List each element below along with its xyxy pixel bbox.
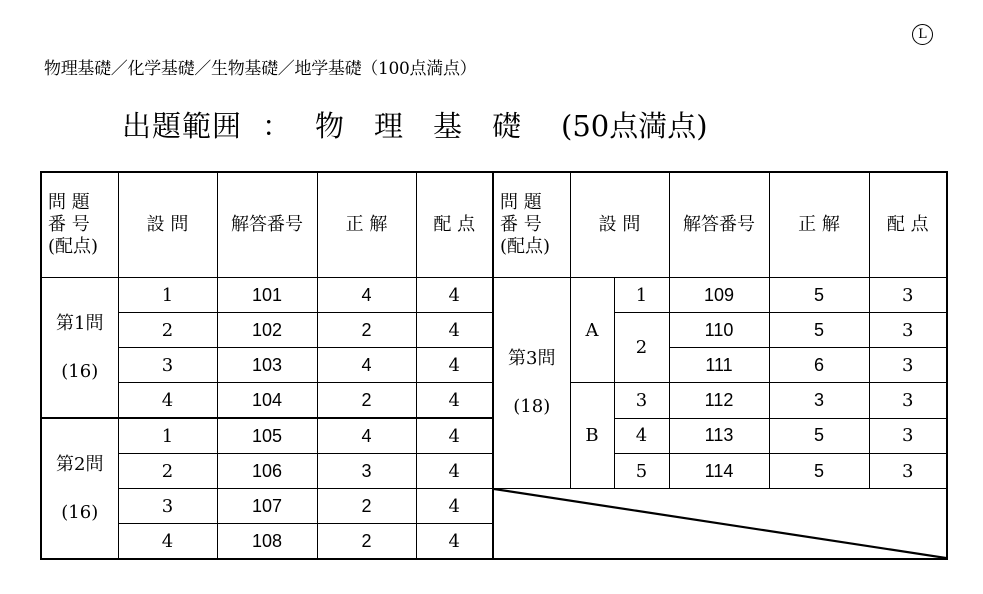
question-points: (16) (61, 501, 99, 523)
points-cell: 4 (416, 313, 493, 348)
range-subject: 物理基礎 (315, 109, 552, 143)
section-label: B (570, 383, 614, 489)
points-cell: 4 (416, 454, 493, 489)
answer-number-cell: 113 (669, 418, 769, 454)
points-cell: 3 (869, 383, 947, 419)
header-qnum-line: 番 号 (48, 214, 90, 235)
header-qnum-line: (配点) (48, 236, 99, 257)
header-sub-question: 設 問 (570, 172, 669, 278)
correct-answer-cell: 5 (769, 313, 869, 348)
unused-cell (493, 489, 947, 560)
correct-answer-cell: 5 (769, 278, 869, 313)
answer-number-cell: 111 (669, 348, 769, 383)
answer-number-cell: 102 (217, 313, 317, 348)
correct-answer-cell: 4 (317, 278, 416, 313)
subject-line: 物理基礎／化学基礎／生物基礎／地学基礎（100点満点） (44, 59, 477, 79)
correct-answer-cell: 4 (317, 348, 416, 383)
correct-answer-cell: 3 (317, 454, 416, 489)
question-title: 第1問 (56, 312, 104, 334)
correct-answer-cell: 2 (317, 489, 416, 524)
sub-question-cell: 1 (118, 418, 217, 454)
question-title: 第3問 (508, 348, 556, 369)
answer-number-cell: 101 (217, 278, 317, 313)
header-sub-question: 設 問 (118, 172, 217, 278)
answer-number-cell: 114 (669, 454, 769, 489)
answer-number-cell: 107 (217, 489, 317, 524)
answer-table (40, 171, 948, 560)
header-question-number (41, 172, 118, 278)
diagonal-strike (494, 489, 946, 558)
range-colon: ： (262, 109, 292, 143)
question-points: (18) (513, 396, 551, 417)
correct-answer-cell: 6 (769, 348, 869, 383)
points-cell: 4 (416, 278, 493, 313)
correct-answer-cell: 2 (317, 524, 416, 560)
points-cell: 4 (416, 348, 493, 383)
table-row (41, 278, 947, 313)
points-cell: 4 (416, 383, 493, 419)
sub-question-cell: 2 (118, 454, 217, 489)
answer-number-cell: 105 (217, 418, 317, 454)
header-qnum-line: 問 題 (48, 192, 90, 213)
points-cell: 3 (869, 313, 947, 348)
sub-question-cell: 2 (118, 313, 217, 348)
correct-answer-cell: 5 (769, 418, 869, 454)
correct-answer-cell: 2 (317, 383, 416, 419)
sub-question-cell: 2 (614, 313, 669, 383)
range-title (122, 104, 708, 145)
correct-answer-cell: 2 (317, 313, 416, 348)
correct-answer-cell: 4 (317, 418, 416, 454)
answer-number-cell: 108 (217, 524, 317, 560)
sub-question-cell: 1 (614, 278, 669, 313)
points-cell: 4 (416, 524, 493, 560)
points-cell: 3 (869, 278, 947, 313)
points-cell: 3 (869, 348, 947, 383)
header-answer-number: 解答番号 (669, 172, 769, 278)
sub-question-cell: 3 (614, 383, 669, 419)
header-correct-answer: 正 解 (317, 172, 416, 278)
header-points: 配 点 (416, 172, 493, 278)
points-cell: 4 (416, 489, 493, 524)
points-cell: 3 (869, 418, 947, 454)
points-cell: 3 (869, 454, 947, 489)
answer-number-cell: 103 (217, 348, 317, 383)
sub-question-cell: 4 (118, 383, 217, 419)
header-qnum-line: 番 号 (500, 214, 542, 235)
header-qnum-line: (配点) (500, 236, 551, 257)
header-correct-answer: 正 解 (769, 172, 869, 278)
sub-question-cell: 3 (118, 348, 217, 383)
range-points: (50点満点) (561, 109, 708, 143)
question-label (41, 418, 118, 559)
sub-question-cell: 1 (118, 278, 217, 313)
question-label (493, 278, 570, 489)
sub-question-cell: 4 (614, 418, 669, 454)
question-label (41, 278, 118, 419)
sub-question-cell: 3 (118, 489, 217, 524)
section-label: A (570, 278, 614, 383)
answer-number-cell: 104 (217, 383, 317, 419)
answer-number-cell: 110 (669, 313, 769, 348)
answer-number-cell: 112 (669, 383, 769, 419)
points-cell: 4 (416, 418, 493, 454)
version-mark: L (912, 24, 933, 45)
question-points: (16) (61, 360, 99, 382)
answer-number-cell: 106 (217, 454, 317, 489)
header-row (41, 172, 947, 278)
correct-answer-cell: 3 (769, 383, 869, 419)
answer-number-cell: 109 (669, 278, 769, 313)
sub-question-cell: 5 (614, 454, 669, 489)
question-title: 第2問 (56, 453, 104, 475)
correct-answer-cell: 5 (769, 454, 869, 489)
header-qnum-line: 問 題 (500, 192, 542, 213)
sub-question-cell: 4 (118, 524, 217, 560)
range-label: 出題範囲 (122, 109, 243, 143)
header-question-number (493, 172, 570, 278)
table-row (41, 489, 947, 524)
header-answer-number: 解答番号 (217, 172, 317, 278)
header-points: 配 点 (869, 172, 947, 278)
